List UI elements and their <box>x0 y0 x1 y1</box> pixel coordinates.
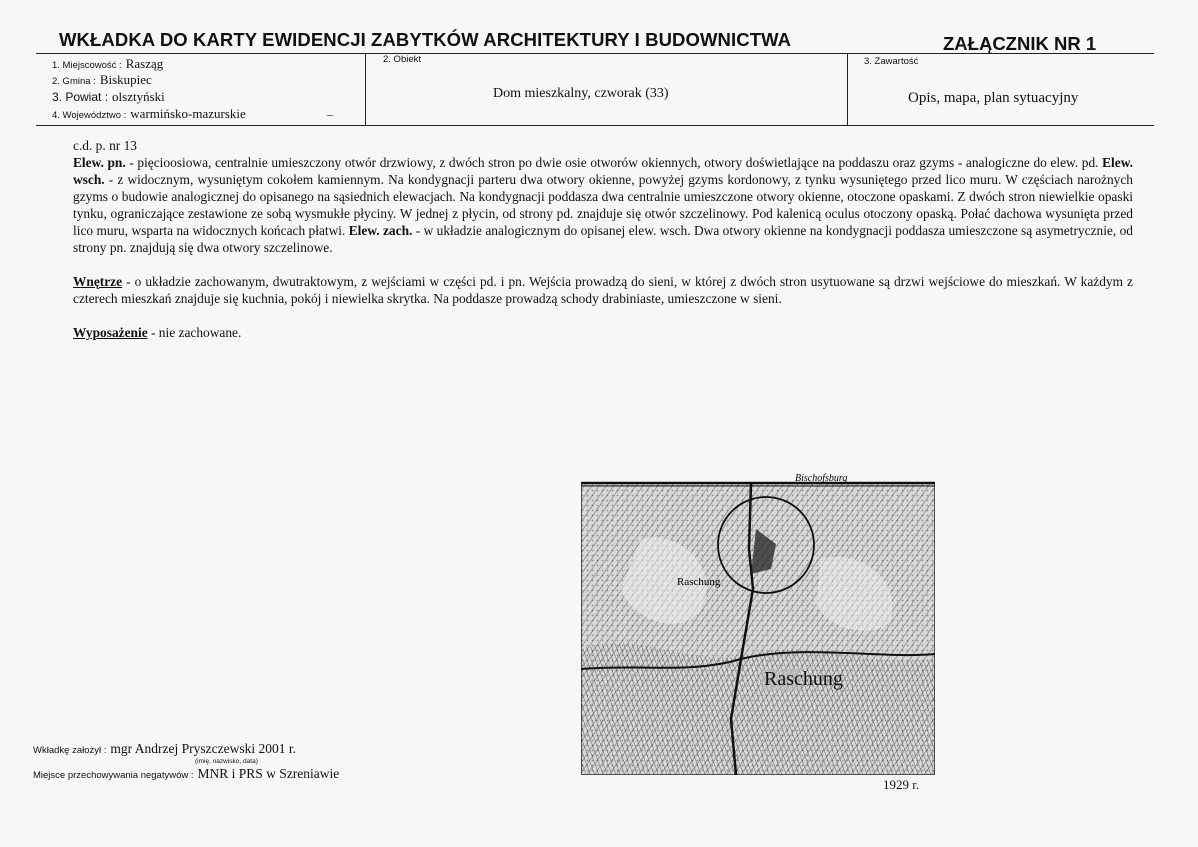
field-county-label: 3. Powiat : <box>52 90 109 104</box>
table-top-border <box>36 53 1154 54</box>
storage-value: MNR i PRS w Szreniawie <box>197 766 340 781</box>
founder-note: (imię, nazwisko, data) <box>195 758 258 765</box>
form-title: WKŁADKA DO KARTY EWIDENCJI ZABYTKÓW ARCHITEKTURY I BUDOWNICTWA <box>59 29 792 50</box>
field-commune-value: Biskupiec <box>99 72 152 87</box>
continuation-note: c.d. p. nr 13 <box>73 138 137 153</box>
text-east-elevation: - z widocznym, wysuniętym cokołem kamiennym. Na kondygnacji parteru dwa otwory okienne, powyżej gzyms kordonowy, z tynku wysuniętego przed lico muru. W częściach narożnych gzyms o budowie analogicznej do opisanego na sąsiednich elewacjach. Na kondygnacji poddasza dwa centralnie umieszczone otwory okienne, otoczone opaskami. Z dwóch stron niewielkie opaski tynku, ograniczające zestawione ze sobą wysmukłe płyciny. W jednej z płycin, od strony pd. znajduje się otwór szczelinowy. Pod kalenicą oculus otoczony opaską. Połać dachowa wysunięta przed lico muru, wsparta na widocznych końcach płatwi. <box>73 172 1133 238</box>
table-divider-1 <box>365 53 366 125</box>
text-west-elevation: - w układzie analogicznym do opisanej elew. wsch. Dwa otwory okienne na kondygnacji poddasza umieszczone są asymetrycznie, od strony pn. znajdują się dwa otwory szczelinowe. <box>73 223 1133 255</box>
description-body <box>73 137 1133 341</box>
object-value: Dom mieszkalny, czworak (33) <box>493 86 669 101</box>
interior-paragraph <box>73 273 1133 307</box>
field-county-value: olsztyński <box>112 89 165 104</box>
map-label-raschung-small: Raschung <box>677 576 721 588</box>
annex-number: ZAŁĄCZNIK NR 1 <box>943 33 1097 54</box>
contents-label: 3. Zawartość <box>864 56 919 67</box>
field-locality-value: Rasząg <box>125 56 164 71</box>
text-equipment: - nie zachowane. <box>147 325 242 340</box>
historical-map <box>581 469 935 775</box>
field-voivodeship <box>52 105 246 123</box>
table-bottom-border <box>36 125 1154 126</box>
elevations-paragraph <box>73 154 1133 256</box>
storage-line <box>33 765 339 783</box>
map-label-raschung-large: Raschung <box>764 668 843 690</box>
equipment-paragraph <box>73 324 1133 341</box>
field-commune <box>52 71 152 89</box>
heading-interior: Wnętrze <box>73 274 123 289</box>
founder-line <box>33 740 296 758</box>
text-north-elevation: - pięcioosiowa, centralnie umieszczony otwór drzwiowy, z dwóch stron po dwie osie otworów okiennych, otwory doświetlające na poddaszu oraz gzyms - analogiczne do elew. pd. <box>125 155 1103 170</box>
heading-west-elevation: Elew. zach. <box>348 223 413 238</box>
contents-value: Opis, mapa, plan sytuacyjny <box>908 90 1079 106</box>
heading-north-elevation: Elew. pn. <box>73 155 126 170</box>
field-county <box>52 88 165 106</box>
heading-east-elevation: Elew. wsch. <box>73 155 1133 187</box>
object-label: 2. Obiekt <box>383 54 422 65</box>
text-interior: - o układzie zachowanym, dwutraktowym, z wejściami w części pd. i pn. Wejścia prowadzą do sieni, w której z dwóch stron usytuowane są drzwi wejściowe do mieszkań. W każdym z czterech mieszkań znajduje się kuchnia, pokój i niewielka skrytka. Na poddasze prowadzą schody drabiniaste, umieszczone w sieni. <box>73 274 1133 306</box>
storage-label: Miejsce przechowywania negatywów : <box>33 770 194 781</box>
field-locality-label: 1. Miejscowość : <box>52 60 122 71</box>
table-divider-2 <box>847 53 848 125</box>
heading-equipment: Wyposażenie <box>73 325 148 340</box>
dash-mark <box>327 115 333 116</box>
field-commune-label: 2. Gmina : <box>52 76 96 87</box>
field-voivodeship-label: 4. Województwo : <box>52 110 127 121</box>
founder-value: mgr Andrzej Pryszczewski 2001 r. <box>110 741 296 756</box>
founder-label: Wkładkę założył : <box>33 745 107 756</box>
map-label-bischofsburg: Bischofsburg <box>795 473 848 484</box>
map-year: 1929 r. <box>883 777 920 792</box>
field-voivodeship-value: warmińsko-mazurskie <box>130 106 246 121</box>
